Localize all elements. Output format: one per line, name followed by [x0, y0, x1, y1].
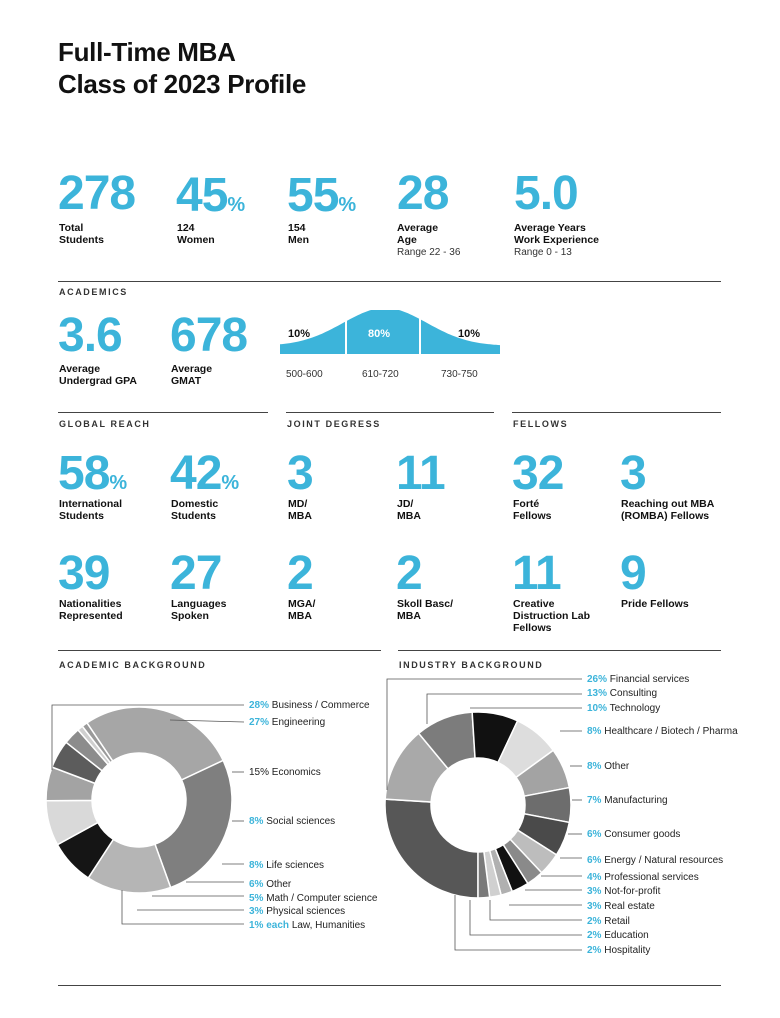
gmat-label: Average GMAT: [171, 363, 213, 387]
stat-label: Forté Fellows: [513, 498, 552, 522]
legend-text: Business / Commerce: [271, 700, 370, 711]
leader-line: [470, 900, 582, 935]
leader-line: [122, 890, 244, 924]
legend-item: [249, 717, 325, 729]
section-heading-fellows: FELLOWS: [513, 419, 569, 429]
page-title-line2: Class of 2023 Profile: [58, 69, 307, 99]
donut-slice: [503, 839, 541, 883]
legend-item: [249, 860, 324, 872]
legend-pct: 6%: [249, 879, 264, 890]
legend-text: Financial services: [609, 674, 690, 685]
stat-romba-fellows: 3: [620, 447, 646, 500]
legend-item: [587, 726, 738, 738]
legend-pct: 27%: [249, 717, 270, 728]
donut-slice: [88, 839, 170, 893]
legend-item: [587, 703, 660, 715]
page-title-line1: Full-Time MBA: [58, 37, 236, 67]
stat-cdl-fellows: 11: [512, 547, 561, 600]
legend-pct: 3%: [249, 906, 264, 917]
leader-line: [455, 895, 582, 950]
leader-line: [427, 694, 582, 724]
donut-slice: [385, 733, 448, 802]
stat-languages: 27: [170, 547, 222, 600]
stat-label: 124 Women: [177, 222, 215, 246]
gpa-value: 3.6: [58, 309, 122, 362]
legend-pct: 2%: [587, 930, 602, 941]
gmat-pct-mid: 80%: [368, 328, 391, 340]
stat-label: MGA/ MBA: [288, 598, 316, 622]
legend-item: [249, 767, 321, 779]
stat-value: 5.0: [514, 167, 578, 220]
legend-pct: 28%: [249, 700, 270, 711]
legend-text: Other: [604, 761, 630, 772]
donut-slice: [57, 823, 113, 878]
stat-label: JD/ MBA: [397, 498, 421, 522]
legend-text: Healthcare / Biotech / Pharma: [604, 726, 738, 737]
industry-background-donut: [385, 712, 571, 898]
legend-item: [249, 700, 370, 712]
legend-text: Social sciences: [266, 816, 336, 827]
donut-slice: [46, 767, 95, 801]
legend-text: Manufacturing: [604, 795, 668, 806]
donut-slice: [155, 760, 232, 887]
legend-item: [249, 906, 345, 918]
legend-pct: 6%: [587, 829, 602, 840]
divider: [58, 281, 721, 282]
legend-pct: 2%: [587, 916, 602, 927]
legend-item: [249, 893, 377, 905]
stat-md-mba: 3: [287, 447, 313, 500]
academic-background-donut: [46, 707, 232, 893]
legend-pct: 10%: [587, 703, 608, 714]
legend-pct: 8%: [249, 816, 264, 827]
legend-text: Not-for-profit: [604, 886, 661, 897]
leader-line: [387, 679, 582, 790]
donut-slice: [46, 800, 98, 844]
legend-text: Consumer goods: [604, 829, 681, 840]
legend-pct: 5%: [249, 893, 264, 904]
stat-label: Total Students: [59, 222, 104, 246]
donut-slice: [516, 750, 569, 796]
legend-item: [587, 829, 680, 841]
legend-item: [587, 795, 668, 807]
legend-item: [587, 945, 650, 957]
legend-text: Physical sciences: [266, 906, 346, 917]
stat-value: 278: [58, 167, 136, 220]
stat-value: 55: [287, 169, 339, 222]
donut-slice: [52, 742, 102, 783]
stat-label: Average Age: [397, 222, 439, 246]
divider: [512, 412, 721, 413]
legend-text: Retail: [604, 916, 630, 927]
stat-label: Reaching out MBA (ROMBA) Fellows: [621, 498, 715, 522]
donut-slice: [419, 712, 475, 769]
stat-label: Skoll Basc/ MBA: [397, 598, 454, 622]
gmat-pct-low: 10%: [288, 328, 311, 340]
stat-label: International Students: [59, 498, 123, 522]
legend-pct: 6%: [587, 855, 602, 866]
section-heading-joint-degrees: JOINT DEGRESS: [287, 419, 381, 429]
legend-pct: 3%: [587, 886, 602, 897]
gmat-range-high: 730-750: [441, 369, 478, 380]
donut-slice: [484, 851, 501, 898]
stat-label: Creative Distruction Lab Fellows: [513, 598, 591, 634]
legend-item: [587, 855, 723, 867]
donut-slice: [495, 845, 528, 892]
section-heading-industry-background: INDUSTRY BACKGROUND: [399, 660, 544, 670]
stat-suffix: %: [221, 472, 240, 494]
legend-item: [587, 886, 660, 898]
legend-pct: 3%: [587, 901, 602, 912]
gmat-pct-high: 10%: [458, 328, 481, 340]
legend-pct: 8%: [587, 761, 602, 772]
donut-slice: [490, 849, 513, 895]
stat-label: Average Years Work Experience: [514, 222, 600, 246]
legend-item: [587, 872, 699, 884]
leader-line: [170, 720, 244, 722]
legend-text: Professional services: [604, 872, 699, 883]
stat-label: Pride Fellows: [621, 598, 689, 610]
legend-text: Engineering: [271, 717, 326, 728]
gmat-range-low: 500-600: [286, 369, 323, 380]
section-heading-global-reach: GLOBAL REACH: [59, 419, 151, 429]
donut-slice: [472, 712, 517, 762]
legend-pct: 1% each: [249, 920, 290, 931]
stat-value: 58: [58, 447, 110, 500]
legend-text: Math / Computer science: [266, 893, 378, 904]
legend-text: 15% Economics: [249, 767, 321, 778]
legend-pct: 13%: [587, 688, 608, 699]
legend-text: Energy / Natural resources: [604, 855, 724, 866]
stat-suffix: %: [227, 194, 246, 216]
legend-pct: 26%: [587, 674, 608, 685]
legend-pct: 2%: [587, 945, 602, 956]
stat-label: 154 Men: [288, 222, 309, 246]
stat-label: Languages Spoken: [171, 598, 227, 622]
stat-skoll-mba: 2: [396, 547, 422, 600]
stat-suffix: %: [109, 472, 128, 494]
stat-value: 45: [176, 169, 228, 222]
donut-slice: [87, 707, 223, 780]
legend-text: Consulting: [609, 688, 658, 699]
legend-item: [587, 688, 657, 700]
legend-item: [587, 761, 629, 773]
legend-text: Life sciences: [266, 860, 325, 871]
leader-line: [52, 705, 244, 770]
legend-pct: 8%: [587, 726, 602, 737]
legend-item: [249, 879, 291, 891]
legend-item: [587, 930, 649, 942]
stat-sub: Range 22 - 36: [397, 247, 461, 258]
divider: [58, 650, 381, 651]
stat-suffix: %: [338, 194, 357, 216]
donut-slice: [518, 814, 570, 855]
stat-jd-mba: 11: [396, 447, 445, 500]
stat-value: 42: [170, 447, 222, 500]
legend-text: Other: [266, 879, 292, 890]
stat-label: Domestic Students: [171, 498, 219, 522]
gmat-value: 678: [170, 309, 248, 362]
stat-label: Nationalities Represented: [59, 598, 123, 622]
divider: [58, 412, 268, 413]
legend-text: Technology: [609, 703, 661, 714]
stat-nationalities: 39: [58, 547, 110, 600]
legend-item: [587, 674, 689, 686]
donut-slice: [478, 852, 490, 898]
stat-mga-mba: 2: [287, 547, 313, 600]
section-heading-academics: ACADEMICS: [59, 287, 128, 297]
legend-text: Hospitality: [604, 945, 651, 956]
donut-slice: [78, 726, 110, 764]
legend-item: [249, 816, 335, 828]
legend-item: [587, 916, 630, 928]
legend-text: Real estate: [604, 901, 655, 912]
legend-item: [587, 901, 655, 913]
stat-label: MD/ MBA: [288, 498, 312, 522]
donut-slice: [498, 721, 553, 778]
stat-sub: Range 0 - 13: [514, 247, 572, 258]
donut-slice: [66, 730, 108, 771]
legend-pct: 8%: [249, 860, 264, 871]
legend-pct: 4%: [587, 872, 602, 883]
gmat-range-mid: 610-720: [362, 369, 399, 380]
donut-slice: [82, 723, 112, 763]
stat-value: 28: [397, 167, 449, 220]
legend-text: Education: [604, 930, 649, 941]
legend-text: Law, Humanities: [291, 920, 366, 931]
donut-slice: [385, 799, 478, 898]
page-title: [58, 36, 306, 100]
stat-pride-fellows: 9: [620, 547, 646, 600]
divider: [286, 412, 494, 413]
stat-forte-fellows: 32: [512, 447, 564, 500]
legend-pct: 7%: [587, 795, 602, 806]
donut-slice: [524, 788, 571, 823]
donut-slice: [510, 830, 556, 873]
leader-line: [490, 900, 582, 920]
section-heading-academic-background: ACADEMIC BACKGROUND: [59, 660, 207, 670]
divider: [58, 985, 721, 986]
legend-item: [249, 920, 365, 932]
divider: [398, 650, 721, 651]
gpa-label: Average Undergrad GPA: [59, 363, 137, 387]
